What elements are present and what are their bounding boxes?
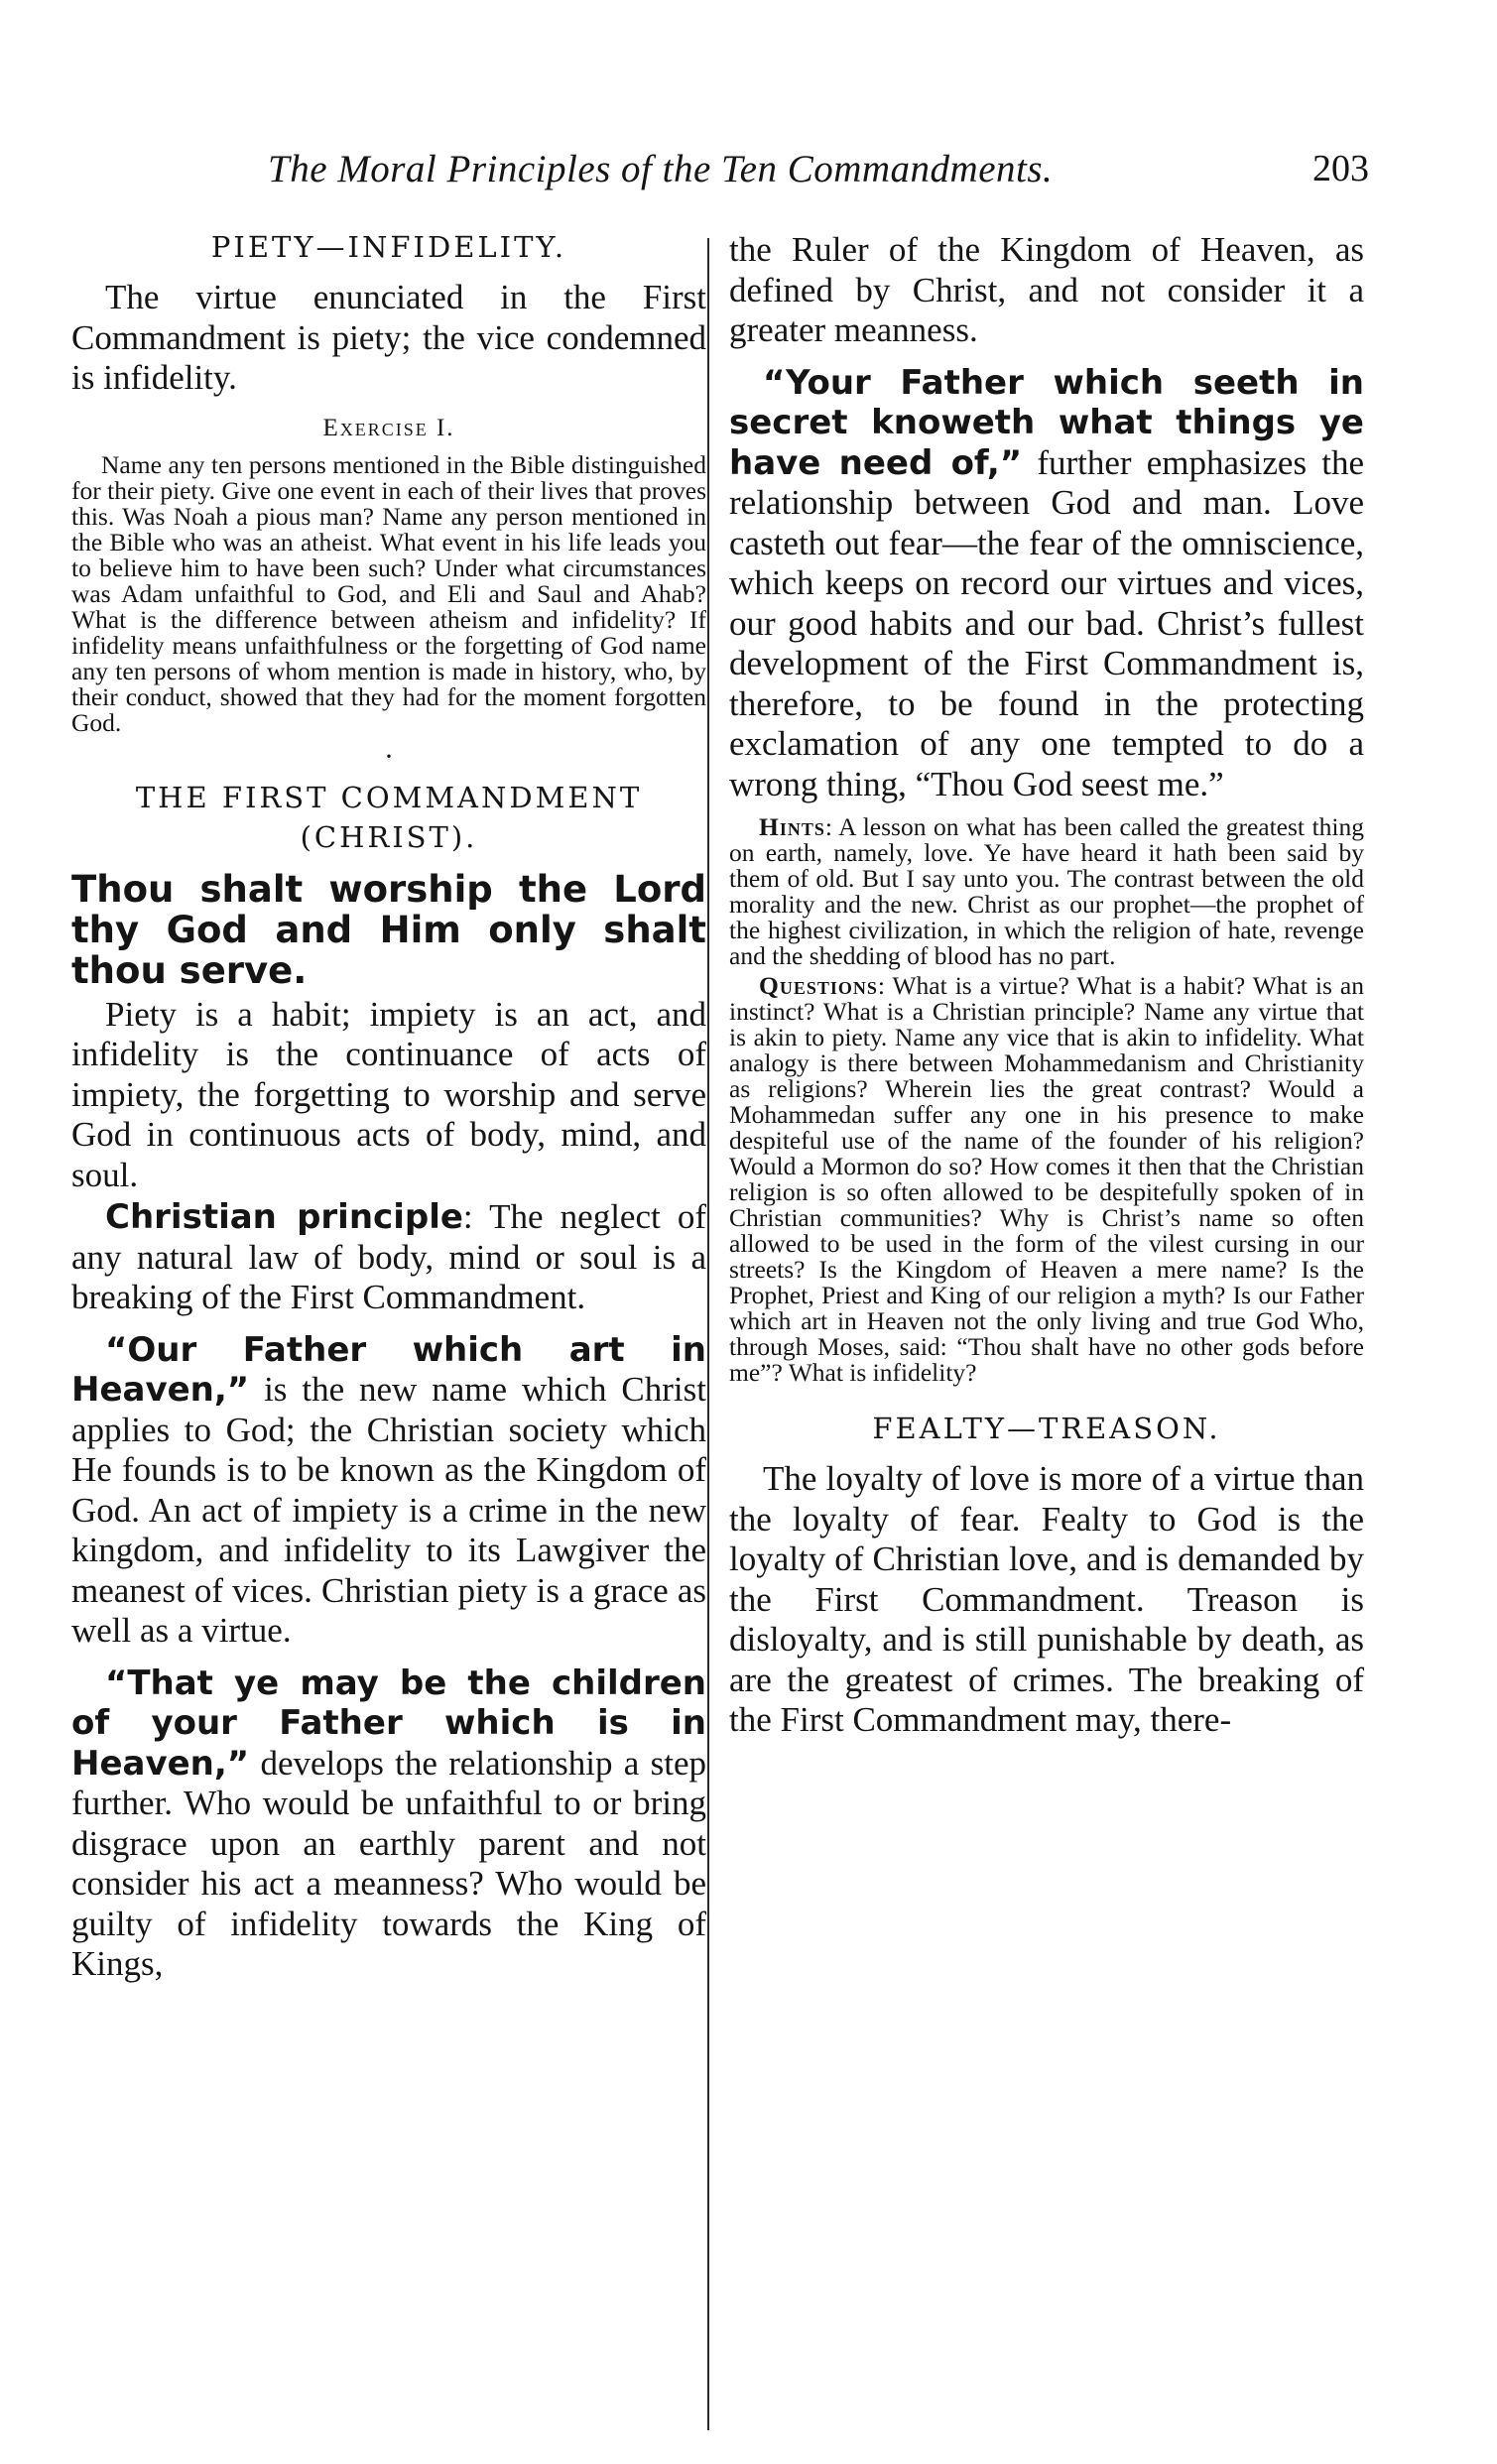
secret-quote: “Your Father which seeth in secret knoweth what things ye have need of,” <box>729 362 1364 483</box>
page-number: 203 <box>1312 148 1369 189</box>
hints-lead: Hints <box>759 812 825 841</box>
secret-text: further emphasizes the relationship between God and man. Love casteth out fear—the fear of the omniscience, which keeps on record our virtues and vices, our good habits and our bad. Christ’s fullest development of the First Commandment is, therefore, to be found in the protecting exclamation of any one tempted to do a wrong thing, “Thou God seest me.” <box>729 442 1365 803</box>
heading-first-commandment: THE FIRST COMMANDMENT (CHRIST). <box>135 780 643 854</box>
children-text: develops the relationship a step further. Who would be unfaithful to or bring disgrace upon an earthly parent and not consider his act a meanness? Who would be guilty of infidelity towards the King of Kings, <box>71 1743 706 1983</box>
running-head <box>268 147 1369 206</box>
questions-text: : What is a virtue? What is a habit? What is an instinct? What is a Christian principle? Name any virtue that is akin to piety. Name any vice that is akin to infidelity. What analogy is there between Mohammedanism and Christianity as religions? Wherein lies the great contrast? Would a Mohammedan suffer any one in his presence to make despiteful use of the name of the founder of his religion? Would a Mormon do so? How comes it then that the Christian religion is so often allowed to be despitefully spoken of in Christian communities? Why is Christ’s name so often allowed to be used in the form of the vilest cursing in our streets? Is the Kingdom of Heaven a mere name? Is the Prophet, Priest and King of our religion a myth? Is our Father which art in Heaven not the only living and true God Who, through Moses, said: “Thou shalt have no other gods before me”? What is infidelity? <box>729 971 1364 1387</box>
exercise-label: Exercise I. <box>322 414 455 441</box>
paragraph-piety-habit: Piety is a habit; impiety is an act, and infidelity is the continuance of acts of impiety, the forgetting to worship and serve God in continuous acts of body, mind, and soul. <box>71 994 706 1194</box>
paragraph-exercise: Name any ten persons mentioned in the Bible distinguished for their piety. Give one event in each of their lives that proves this. Was Noah a pious man? Name any person mentioned in the Bible who was an atheist. What event in his life leads you to believe him to have been such? Under what circumstances was Adam unfaithful to God, and Eli and Saul and Ahab? What is the difference between atheism and infidelity? If infidelity means unfaithfulness or the forgetting of God name any ten persons of whom mention is made in history, who, by their conduct, showed that they had for the moment forgotten God. <box>71 449 706 737</box>
running-head-title: The Moral Principles of the Ten Commandments. <box>268 148 1054 190</box>
paragraph-fealty: The loyalty of love is more of a virtue than the loyalty of fear. Fealty to God is the loyalty of Christian love, and is demanded by the First Commandment. Treason is disloyalty, and is still punishable by death, as are the greatest of crimes. The breaking of the First Commandment may, there- <box>729 1459 1364 1739</box>
left-column <box>71 230 706 1985</box>
paragraph-hints <box>729 814 1364 969</box>
paragraph-continuation: the Ruler of the Kingdom of Heaven, as defined by Christ, and not consider it a greater meanness. <box>729 230 1364 349</box>
paragraph-children <box>71 1663 706 1985</box>
paragraph-christian-principle <box>71 1197 706 1318</box>
christian-principle-lead: Christian principle <box>105 1197 463 1237</box>
heading-piety-infidelity: PIETY—INFIDELITY. <box>210 230 567 264</box>
christian-principle-text: : The neglect of any natural law of body, mind or soul is a breaking of the First Commandment. <box>71 1197 706 1316</box>
our-father-text: is the new name which Christ applies to God; the Christian society which He founds is to be known as the Kingdom of God. An act of impiety is a crime in the new kingdom, and infidelity to its Lawgiver the meanest of vices. Christian piety is a grace as well as a virtue. <box>71 1370 706 1650</box>
paragraph-our-father <box>71 1330 706 1652</box>
paragraph-questions <box>729 973 1364 1386</box>
children-quote: “That ye may be the children of your Father which is in Heaven,” <box>71 1663 706 1784</box>
paragraph-piety-intro: The virtue enunciated in the First Commandment is piety; the vice condemned is infidelity. <box>71 278 706 397</box>
questions-lead: Questions <box>759 971 878 1000</box>
our-father-quote: “Our Father which art in Heaven,” <box>71 1329 706 1410</box>
paragraph-secret <box>729 363 1364 805</box>
right-column <box>729 230 1364 1741</box>
column-divider <box>707 238 709 2430</box>
heading-fealty-treason: FEALTY—TREASON. <box>872 1412 1221 1445</box>
ornament-dot: · <box>384 739 394 773</box>
hints-text: : A lesson on what has been called the greatest thing on earth, namely, love. Ye have heard it hath been said by them of old. But I say unto you. The contrast between the old morality and the new. Christ as our prophet—the prophet of the highest civilization, in which the religion of hate, revenge and the shedding of blood has no part. <box>729 812 1364 970</box>
commandment-text: Thou shalt worship the Lord thy God and Him only shalt thou serve. <box>71 867 706 992</box>
